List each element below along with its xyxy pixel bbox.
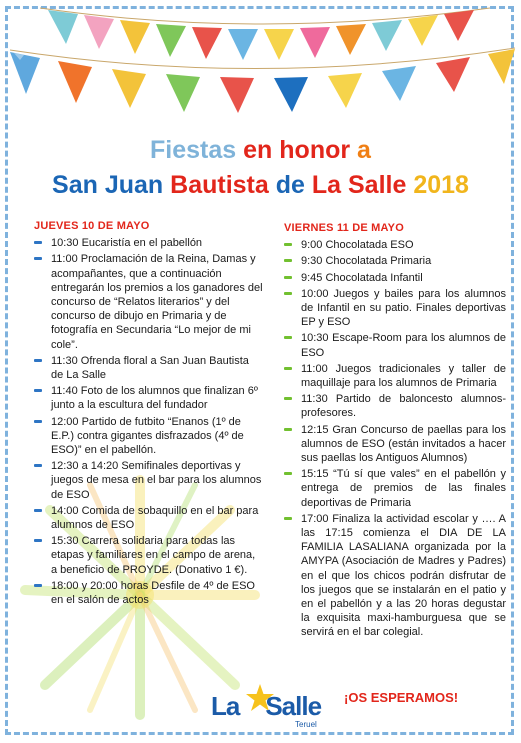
thursday-heading: JUEVES 10 DE MAYO xyxy=(34,220,150,232)
title-word: en honor xyxy=(243,136,351,164)
friday-heading: VIERNES 11 DE MAYO xyxy=(284,222,404,234)
thursday-column xyxy=(34,219,264,609)
list-item: 12:30 a 14:20 Semifinales deportivas y juegos de mesa en el bar para los alumnos de ESO xyxy=(34,459,264,502)
list-item: 10:00 Juegos y bailes para los alumnos de Infantil en su patio. Finales deportivas EP y ESO xyxy=(284,287,506,330)
list-item: 15:15 “Tú sí que vales” en el pabellón y entrega de premios de las finales deportivas de Primaria xyxy=(284,467,506,510)
list-item: 9:45 Chocolatada Infantil xyxy=(284,271,506,285)
logo-word: La xyxy=(211,691,240,721)
title-line-2 xyxy=(0,171,521,200)
closing-text: ¡OS ESPERAMOS! xyxy=(344,690,459,705)
list-item: 15:30 Carrera solidaria para todas las etapas y familiares en el campo de arena, a beneficio de PROYDE. (Donativo 1 €). xyxy=(34,534,264,577)
thursday-list xyxy=(34,236,264,607)
list-item: 11:30 Partido de baloncesto alumnos-profesores. xyxy=(284,392,506,420)
list-item: 10:30 Eucaristía en el pabellón xyxy=(34,236,264,250)
friday-column xyxy=(284,221,506,642)
list-item: 11:30 Ofrenda floral a San Juan Bautista de La Salle xyxy=(34,354,264,382)
title-word: La Salle xyxy=(311,171,407,199)
list-item: 14:00 Comida de sobaquillo en el bar para alumnos de ESO xyxy=(34,504,264,532)
logo-city: Teruel xyxy=(295,720,317,729)
list-item: 17:00 Finaliza la actividad escolar y …. A las 17:15 comienza el DIA DE LA FAMILIA LASALIANA organizada por la AMYPA (Asociación de Madres y Padres) en el que los chicos podrán disfrutar de los juegos que se instalarán en el patio y en el pabellón y a las 20 horas degustar la exquisita maxi-hamburguesa que se servirá en el bar colegial. xyxy=(284,512,506,640)
title-word: Bautista xyxy=(170,171,269,199)
list-item: 11:40 Foto de los alumnos que finalizan 6º junto a la escultura del fundador xyxy=(34,384,264,412)
list-item: 18:00 y 20:00 horas Desfile de 4º de ESO en el salón de actos xyxy=(34,579,264,607)
logo-wordmark xyxy=(211,691,321,722)
list-item: 10:30 Escape-Room para los alumnos de ESO xyxy=(284,331,506,359)
title-word: 2018 xyxy=(413,171,469,199)
list-item: 11:00 Juegos tradicionales y taller de maquillaje para los alumnos de Primaria xyxy=(284,362,506,390)
list-item: 9:00 Chocolatada ESO xyxy=(284,238,506,252)
logo-word: Salle xyxy=(265,691,322,721)
list-item: 12:00 Partido de futbito “Enanos (1º de E.P.) contra gigantes disfrazados (4º de ESO)” en el pabellón. xyxy=(34,415,264,458)
title-word: a xyxy=(357,136,371,164)
title-word: Fiestas xyxy=(150,136,237,164)
title-line-1 xyxy=(0,136,521,165)
list-item: 11:00 Proclamación de la Reina, Damas y acompañantes, que a continuación entregarán los premios a los ganadores del concurso de “Relatos literarios” y del concurso de dibujo en Primaria y de fotografía en Secundaria “Lo mejor de mi cole”. xyxy=(34,252,264,351)
list-item: 12:15 Gran Concurso de paellas para los alumnos de ESO (están invitados a hacer sus paellas los Antiguos Alumnos) xyxy=(284,423,506,466)
title-word: San Juan xyxy=(52,171,164,199)
list-item: 9:30 Chocolatada Primaria xyxy=(284,254,506,268)
friday-list xyxy=(284,238,506,639)
bunting-flags xyxy=(0,0,521,125)
la-salle-logo xyxy=(211,683,335,733)
title-word: de xyxy=(275,171,305,199)
